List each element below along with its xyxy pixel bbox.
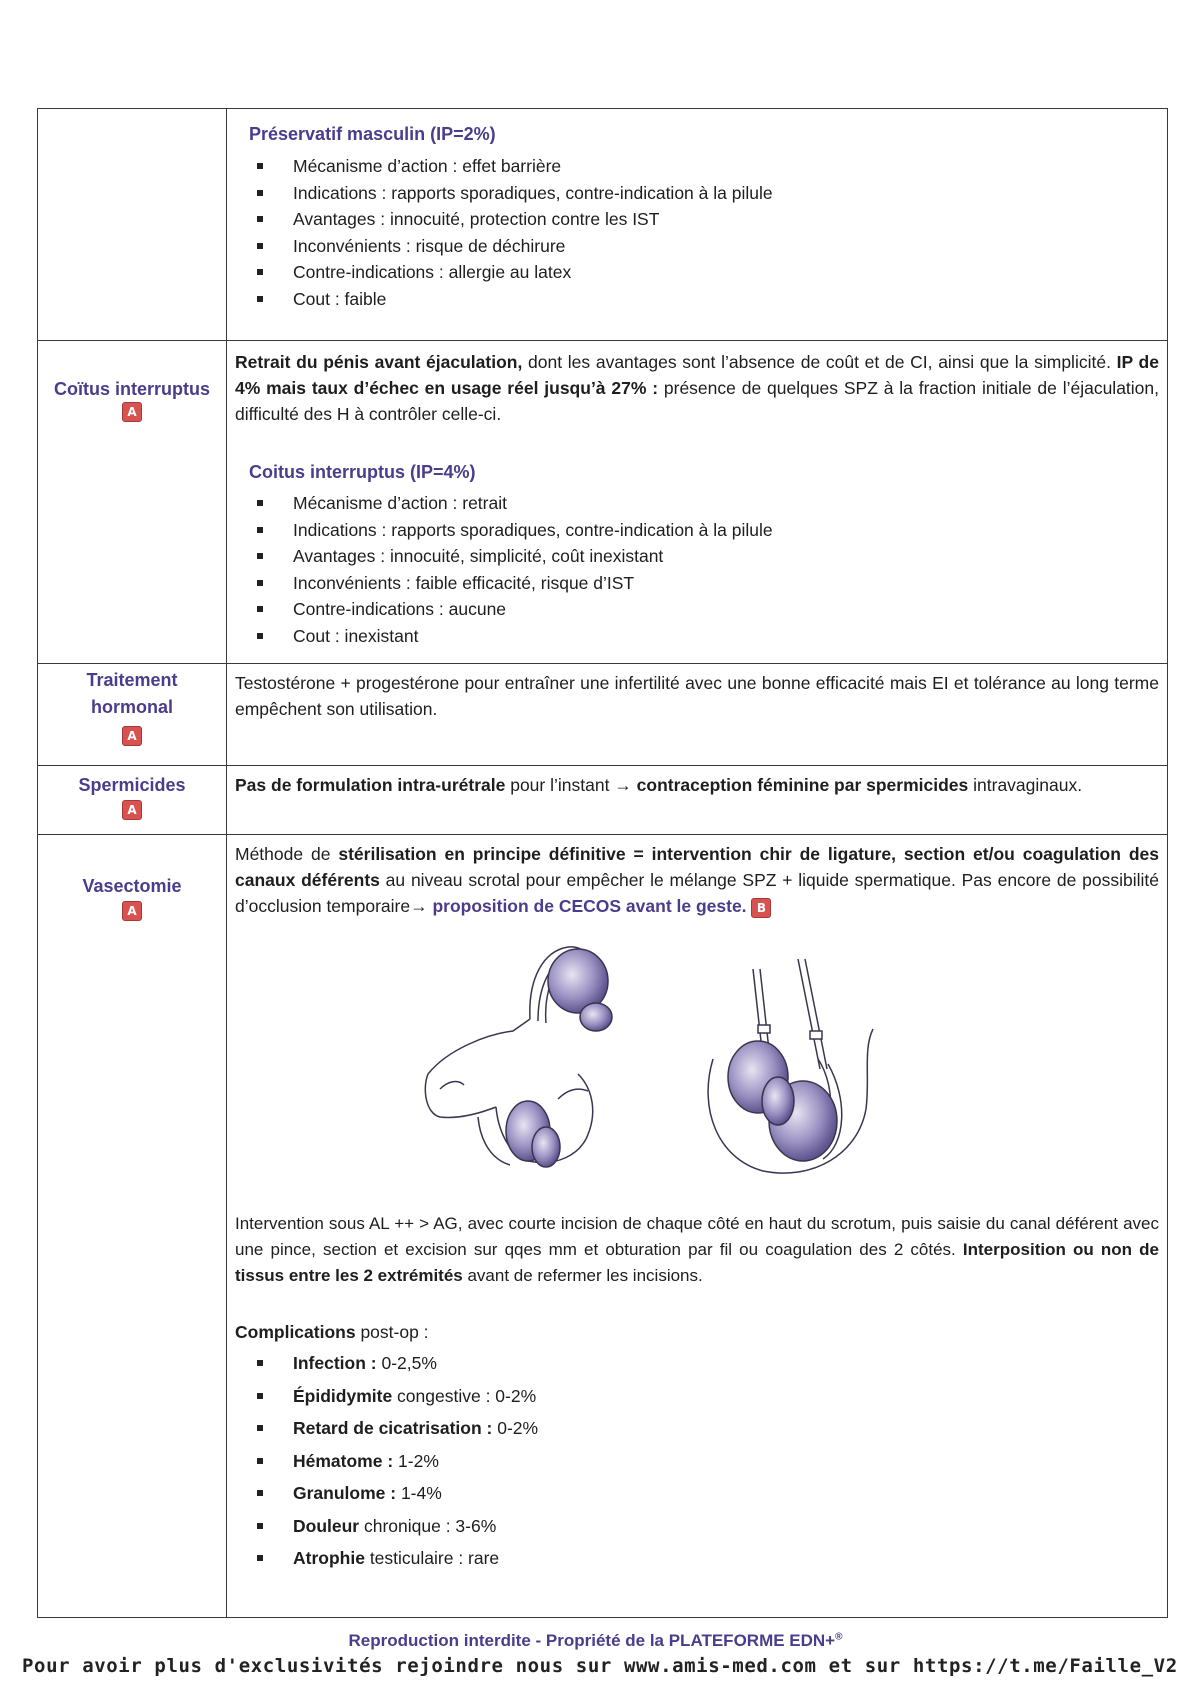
- rank-b-badge: B: [751, 898, 771, 918]
- row-vasectomie: [38, 835, 1168, 1618]
- row-coitus: [38, 341, 1168, 664]
- list-item: Épididymite congestive : 0-2%: [257, 1380, 1159, 1413]
- spermicides-label: Spermicides: [78, 775, 186, 795]
- list-item: Mécanisme d’action : retrait: [257, 490, 1159, 517]
- contraception-table: [37, 108, 1168, 1618]
- preservatif-cell: [227, 109, 1168, 341]
- list-item: Inconvénients : risque de déchirure: [257, 233, 1159, 260]
- list-item: Douleur chronique : 3-6%: [257, 1510, 1159, 1543]
- list-item: Avantages : innocuité, simplicité, coût inexistant: [257, 543, 1159, 570]
- complications-list: [235, 1347, 1159, 1575]
- hormonal-label-line1: Traitement: [86, 670, 178, 690]
- coitus-cell: [227, 341, 1168, 664]
- list-item: Cout : faible: [257, 286, 1159, 313]
- list-item: Retard de cicatrisation : 0-2%: [257, 1412, 1159, 1445]
- list-item: Cout : inexistant: [257, 623, 1159, 650]
- ligature-clip-left: [758, 1025, 770, 1033]
- list-item: Atrophie testiculaire : rare: [257, 1542, 1159, 1575]
- coitus-label-cell: [38, 341, 227, 664]
- intervention-paragraph: Intervention sous AL ++ > AG, avec courte incision de chaque côté en haut du scrotum, puis saisie du canal déférent avec une pince, section et excision sur qqes mm et obturation par fil ou coagulation des 2 côtés. Interposition ou non de tissus entre les 2 extrémités avant de refermer les incisions.: [235, 1214, 1159, 1285]
- hormonal-cell: [227, 664, 1168, 766]
- row-label-empty: [38, 109, 227, 341]
- rank-a-badge: A: [122, 800, 142, 820]
- epididymis-lower-left: [532, 1127, 560, 1167]
- hormonal-label-line2: hormonal: [90, 697, 173, 717]
- spermicides-label-cell: [38, 766, 227, 835]
- ligature-clip-right: [810, 1031, 822, 1039]
- rank-a-badge: A: [122, 901, 142, 921]
- hormonal-text: Testostérone + progestérone pour entraîner une infertilité avec une bonne efficacité mais EI et tolérance au long terme empêchent son utilisation.: [235, 673, 1159, 719]
- row-spermicides: [38, 766, 1168, 835]
- spermicides-cell: [227, 766, 1168, 835]
- preservatif-title: Préservatif masculin (IP=2%): [249, 124, 496, 144]
- list-item: Inconvénients : faible efficacité, risque d’IST: [257, 570, 1159, 597]
- vasectomie-label-cell: [38, 835, 227, 1618]
- vasectomy-illustration: [418, 939, 908, 1189]
- vasectomie-paragraph: Méthode de stérilisation en principe définitive = intervention chir de ligature, section et/ou coagulation des canaux déférents au niveau scrotal pour empêcher le mélange SPZ + liquide spermatique. Pas encore de possibilité d’occlusion temporaire→ proposition de CECOS avant le geste. B: [235, 844, 1159, 916]
- coitus-label: Coïtus interruptus: [54, 379, 210, 399]
- list-item: Indications : rapports sporadiques, contre-indication à la pilule: [257, 517, 1159, 544]
- row-hormonal: [38, 664, 1168, 766]
- vasectomie-label: Vasectomie: [82, 876, 182, 896]
- list-item: Hématome : 1-2%: [257, 1445, 1159, 1478]
- promo-footer: Pour avoir plus d'exclusivités rejoindre nous sur www.amis-med.com et sur https://t.me/Faille_V2: [22, 1655, 1178, 1677]
- list-item: Contre-indications : aucune: [257, 596, 1159, 623]
- complications-heading: Complications post-op :: [235, 1322, 429, 1342]
- list-item: Avantages : innocuité, protection contre les IST: [257, 206, 1159, 233]
- rank-a-badge: A: [122, 402, 142, 422]
- hormonal-label-cell: [38, 664, 227, 766]
- copyright-footer: Reproduction interdite - Propriété de la PLATEFORME EDN+®: [348, 1631, 843, 1650]
- vasectomie-cell: [227, 835, 1168, 1618]
- list-item: Infection : 0-2,5%: [257, 1347, 1159, 1380]
- epididymis-right: [762, 1077, 794, 1125]
- list-item: Contre-indications : allergie au latex: [257, 259, 1159, 286]
- list-item: Granulome : 1-4%: [257, 1477, 1159, 1510]
- row-preservatif: [38, 109, 1168, 341]
- list-item: Indications : rapports sporadiques, contre-indication à la pilule: [257, 180, 1159, 207]
- epididymis-left: [580, 1003, 612, 1031]
- spermicides-text: Pas de formulation intra-urétrale pour l’instant → contraception féminine par spermicides intravaginaux.: [235, 775, 1083, 795]
- coitus-paragraph: Retrait du pénis avant éjaculation, dont les avantages sont l’absence de coût et de CI, ainsi que la simplicité. IP de 4% mais taux d’échec en usage réel jusqu’à 27% : présence de quelques SPZ à la fraction initiale de l’éjaculation, difficulté des H à contrôler celle-ci.: [235, 352, 1160, 424]
- rank-a-badge: A: [122, 726, 142, 746]
- preservatif-list: [235, 153, 1159, 312]
- coitus-subtitle: Coitus interruptus (IP=4%): [249, 462, 476, 482]
- coitus-list: [235, 490, 1159, 649]
- list-item: Mécanisme d’action : effet barrière: [257, 153, 1159, 180]
